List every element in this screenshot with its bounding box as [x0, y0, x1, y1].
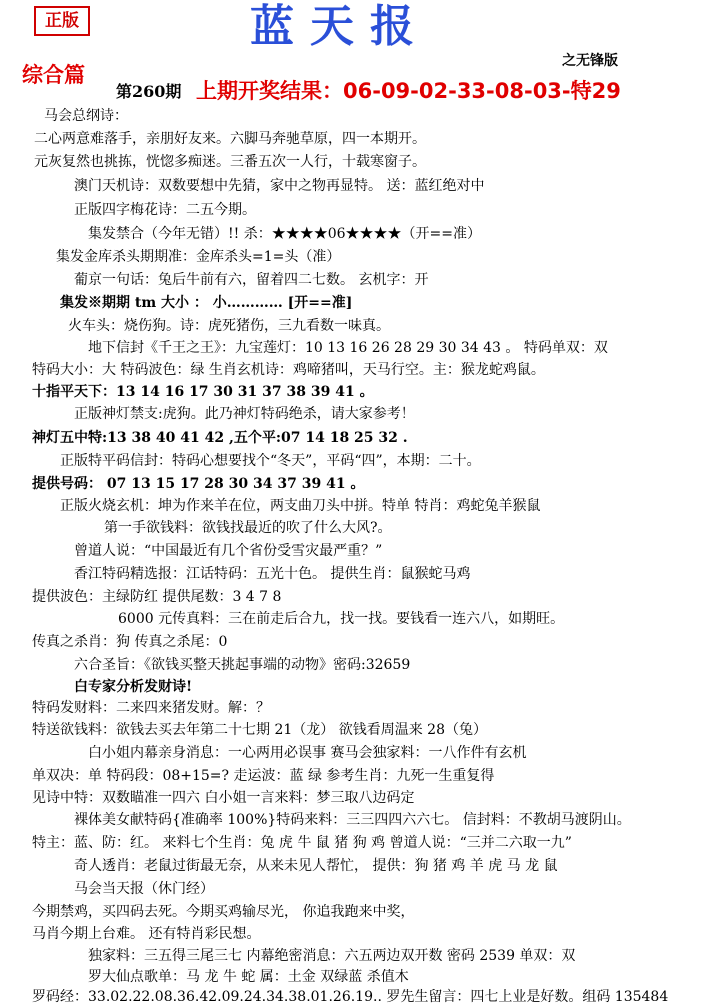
- text-line: 独家料：三五得三尾三七 内幕绝密消息：六五两边双开数 密码 2539 单双：双: [88, 948, 576, 964]
- last-draw-result: 上期开奖结果：06-09-02-33-08-03-特29: [196, 79, 621, 103]
- text-line: 十指平天下：13 14 16 17 30 31 37 38 39 41 。: [32, 384, 374, 400]
- text-line: 白小姐内幕亲身消息：一心两用必误事 赛马会独家料：一八作件有玄机: [88, 745, 527, 761]
- official-edition-badge: 正版: [34, 6, 90, 36]
- text-line: 特码大小：大 特码波色：绿 生肖玄机诗：鸡啼猪叫，天马行空。主：猴龙蛇鸡鼠。: [32, 362, 545, 378]
- text-line: 神灯五中特:13 38 40 41 42 ,五个平:07 14 18 25 32 .: [32, 430, 408, 446]
- text-line: 罗大仙点歌单：马 龙 牛 蛇 属：土金 双绿蓝 杀值木: [88, 969, 409, 985]
- text-line: 曾道人说：“中国最近有几个省份受雪灾最严重？”: [74, 543, 383, 559]
- text-line: 特码发财料：二来四来猪发财。解：？: [32, 700, 270, 716]
- text-line: 正版特平码信封：特码心想要找个“冬天”，平码“四”，本期：二十。: [60, 453, 481, 469]
- text-line: 正版四字梅花诗：二五今期。: [74, 202, 256, 218]
- edition-label: 之无锋版: [562, 53, 618, 69]
- text-line: 葡京一句话：兔后牛前有六，留着四二七数。 玄机字：开: [74, 272, 429, 288]
- text-line: 正版火烧玄机：坤为作来羊在位，两支曲刀头中拼。特单 特肖：鸡蛇兔羊猴鼠: [60, 498, 541, 514]
- text-line: 马肖今期上台难。 还有特肖彩民想。: [32, 926, 261, 942]
- text-line: 特主：蓝、防：红。 来料七个生肖：兔 虎 牛 鼠 猪 狗 鸡 曾道人说：“三并二六取一九”: [32, 835, 572, 851]
- text-line: 第一手欲钱料：欲钱找最近的吹了什么大风?。: [104, 520, 392, 536]
- text-line: 特送欲钱料：欲钱去买去年第二十七期 21（龙） 欲钱看周温来 28（兔）: [32, 722, 487, 738]
- text-line: 正版神灯禁支:虎狗。此乃神灯特码绝杀，请大家参考！: [74, 406, 415, 422]
- text-line: 地下信封《千王之王》：九宝莲灯：10 13 16 26 28 29 30 34 43 。 特码单双：双: [88, 340, 608, 356]
- text-line: 奇人透肖：老鼠过街最无奈，从来未见人帮忙， 提供：狗 猪 鸡 羊 虎 马 龙 鼠: [74, 858, 558, 874]
- text-line: 提供号码： 07 13 15 17 28 30 34 37 39 41 。: [32, 476, 365, 492]
- text-line: 6000 元传真料：三在前走后合九，找一找。要钱看一连六八，如期旺。: [118, 611, 565, 627]
- newspaper-title: 蓝天报: [250, 1, 430, 52]
- text-line: 六合圣旨：《欲钱买整天挑起事端的动物》密码:32659: [74, 657, 411, 673]
- text-line: 马会当天报（休门经）: [74, 881, 214, 897]
- text-line: 马会总纲诗：: [44, 108, 128, 124]
- text-line: 香江特码精选报：江话特码：五光十色。 提供生肖：鼠猴蛇马鸡: [74, 566, 471, 582]
- text-line: 单双决：单 特码段：08+15=? 走运波：蓝 绿 参考生肖：九死一生重复得: [32, 768, 495, 784]
- text-line: 传真之杀肖：狗 传真之杀尾：0: [32, 634, 228, 650]
- text-line: 提供波色：主绿防红 提供尾数：3 4 7 8: [32, 589, 282, 605]
- text-line: 元灰复然也挑拣，恍惚多痴迷。三番五次一人行，十载寒窗子。: [34, 154, 426, 170]
- text-line: 罗码经：33.02.22.08.36.42.09.24.34.38.01.26.19.. 罗先生留言：四七上业是好数。组码 135484: [32, 989, 669, 1005]
- text-line: 二心两意难落手，亲朋好友来。六脚马奔驰草原，四一本期开。: [34, 131, 426, 147]
- text-line: 集发※期期 tm 大小 ： 小………… [开==准]: [60, 295, 353, 311]
- text-line: 裸体美女献特码{准确率 100%}特码来料：三三四四六六七。 信封料：不教胡马渡阴山。: [74, 812, 631, 828]
- issue-number: 第260期: [116, 82, 182, 101]
- text-line: 见诗中特：双数瞄准一四六 白小姐一言来料：梦三取八边码定: [32, 790, 415, 806]
- text-line: 白专家分析发财诗!: [74, 679, 193, 695]
- text-line: 澳门天机诗：双数要想中先猜，家中之物再显特。 送：蓝红绝对中: [74, 178, 485, 194]
- section-label: 综合篇: [22, 62, 85, 87]
- text-line: 集发金库杀头期期准：金库杀头=1=头（准）: [56, 249, 341, 265]
- text-line: 今期禁鸡，买四码去死。今期买鸡输尽光， 你追我跑来中奖，: [32, 904, 415, 920]
- text-line: 火车头：烧伤狗。诗：虎死猪伤，三九看数一味真。: [68, 318, 390, 334]
- text-line: 集发禁合（今年无错）!! 杀：★★★★06★★★★（开==准）: [88, 226, 481, 242]
